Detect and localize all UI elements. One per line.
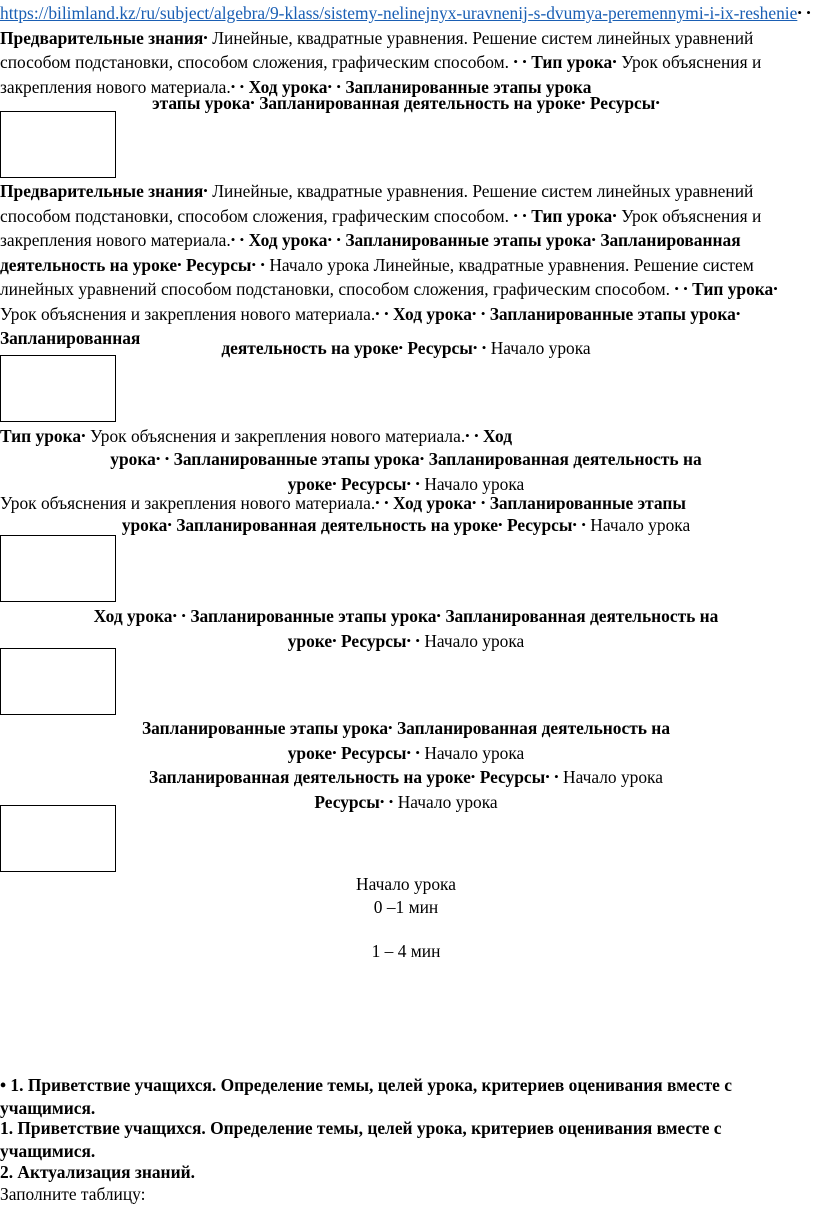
planned-activity-head: Запланированная деятельность на: [428, 449, 702, 469]
lesson-type-text: Урок объяснения и закрепления нового материала.: [0, 303, 376, 324]
image-placeholder: [0, 535, 116, 602]
planned-activity-tail: уроке: [287, 742, 333, 763]
bullet: •: [384, 305, 389, 321]
course-tail: урока: [110, 449, 156, 469]
bullet: •: [384, 495, 389, 510]
bullet: •: [797, 5, 802, 20]
bullet: •: [572, 517, 577, 532]
source-link[interactable]: https://bilimland.kz/ru/subject/algebra/9-klass/sistemy-nelinejnyx-uravnenij-s-dvumya-peremennymi-i-ix-reshenie: [0, 3, 798, 23]
bullet: •: [522, 207, 527, 223]
resources-label: Ресурсы: [341, 473, 407, 494]
lesson-type-text: Урок объяснения и закрепления нового материала.: [90, 426, 466, 446]
planned-stages-label: Запланированные этапы урока: [190, 606, 437, 626]
block-2: [0, 180, 800, 350]
time-2: [0, 940, 812, 963]
bullet: •: [471, 495, 477, 510]
planned-stages-label: Запланированные этапы урока: [345, 230, 592, 250]
bullet: •: [474, 428, 479, 443]
time-range-1: 0 –1 мин: [373, 897, 439, 917]
bullet: •: [327, 78, 333, 94]
bullet: •: [498, 517, 503, 532]
bullet: •: [545, 769, 550, 784]
lesson-start: Начало урока: [397, 791, 498, 812]
block-2-center: [0, 337, 812, 362]
bullet: •: [250, 95, 255, 110]
planned-stages-label: Запланированные этапы урока: [345, 76, 592, 97]
image-placeholder: [0, 111, 116, 178]
bullet: •: [327, 232, 333, 247]
stages-tail: этапы урока: [152, 93, 251, 113]
resources-label: Ресурсы: [341, 742, 407, 763]
time-1: [0, 896, 812, 919]
block-5: [0, 605, 812, 654]
bullet: •: [388, 793, 394, 809]
bullet: •: [239, 232, 245, 247]
block-3-center: [0, 448, 812, 497]
resources-label: Ресурсы: [506, 515, 573, 535]
planned-stages-label: Запланированные этапы урока: [489, 303, 736, 324]
planned-activity-head: Запланированная: [0, 328, 141, 348]
prelim-text: Линейные, квадратные уравнения. Решение систем линейных уравнений способом подстановки, способом сложения, графическим способом.: [0, 254, 754, 299]
bullet: •: [465, 428, 470, 443]
block-1: [0, 2, 812, 100]
block-4-center: [0, 514, 812, 539]
bullet: •: [480, 305, 486, 321]
bullet: •: [260, 256, 265, 272]
lesson-type-label: Тип урока: [0, 426, 82, 446]
bullet: •: [332, 475, 337, 491]
image-placeholder: [0, 355, 116, 422]
lesson-type-label: Тип урока: [692, 279, 774, 299]
bullet: •: [81, 428, 86, 443]
item-greet: [0, 1117, 812, 1162]
lesson-type-text: Урок объяснения и закрепления нового материала.: [0, 493, 376, 513]
bullet: •: [436, 608, 441, 623]
lesson-start: Начало урока: [424, 742, 525, 763]
bullet: •: [806, 5, 811, 20]
bullet: •: [415, 744, 420, 760]
planned-activity-label: Запланированная деятельность на уроке: [259, 93, 581, 113]
bullet: •: [481, 340, 487, 355]
lesson-start: Начало урока: [590, 515, 691, 535]
bullet: •: [164, 451, 170, 466]
bullet: •: [375, 495, 380, 510]
bullet: •: [332, 744, 337, 760]
planned-activity-label: Запланированная деятельность на уроке: [176, 515, 499, 535]
bullet: •: [406, 632, 412, 648]
bullet: •: [398, 340, 404, 355]
image-placeholder: [0, 805, 116, 872]
course-head: Ход: [483, 426, 513, 446]
lesson-start: Начало урока: [356, 874, 456, 894]
item-greet-bullet: [0, 1074, 812, 1119]
bullet: •: [406, 744, 412, 760]
bullet: •: [415, 475, 420, 491]
block-6: [0, 717, 812, 815]
bullet: •: [674, 281, 679, 296]
planned-activity-label: Запланированная деятельность на уроке: [0, 230, 741, 275]
course-label: Ход урока: [248, 230, 328, 250]
actualize-text: 2. Актуализация знаний.: [0, 1162, 195, 1182]
planned-activity-head: Запланированная деятельность на: [445, 606, 719, 626]
bullet: •: [332, 632, 337, 648]
resources-label: Ресурсы: [186, 254, 252, 275]
bullet: •: [172, 608, 178, 623]
lesson-type-label: Тип урока: [531, 205, 613, 226]
lesson-start-heading: [0, 873, 812, 896]
resources-label: Ресурсы: [341, 630, 407, 651]
block-1-center: [0, 92, 812, 117]
prelim-text: Линейные, квадратные уравнения. Решение систем линейных уравнений способом подстановки, способом сложения, графическим способом.: [0, 27, 754, 72]
planned-stages-head: Запланированные этапы: [489, 493, 686, 513]
lesson-type-text: Урок объяснения и закрепления нового материала.: [0, 205, 762, 250]
time-range-2: 1 – 4 мин: [371, 941, 441, 961]
planned-activity-tail: уроке: [287, 473, 333, 494]
bullet: •: [336, 78, 341, 94]
prelim-label: Предварительные знания: [0, 181, 204, 201]
planned-activity-head: Запланированная деятельность на: [396, 718, 671, 738]
bullet: •: [683, 281, 688, 296]
bullet: •: [388, 720, 393, 735]
bullet: •: [379, 793, 385, 809]
bullet: •: [375, 305, 380, 321]
bullet: •: [480, 495, 486, 510]
course-label: Ход урока: [248, 76, 328, 97]
bullet: •: [181, 608, 186, 623]
planned-stages-label: Запланированные этапы урока: [173, 449, 420, 469]
bullet: •: [203, 29, 208, 45]
item-actualize: [0, 1161, 812, 1184]
lesson-type-text: Урок объяснения и закрепления нового материала.: [0, 52, 762, 97]
bullet: •: [415, 632, 420, 648]
bullet: •: [655, 95, 660, 110]
block-4: [0, 492, 812, 517]
planned-activity-label: Запланированная деятельность на уроке: [149, 767, 471, 787]
bullet: •: [513, 54, 518, 69]
bullet: •: [735, 305, 741, 321]
resources-label: Ресурсы: [479, 767, 546, 787]
fill-table-text: Заполните таблицу:: [0, 1184, 146, 1204]
resources-label: Ресурсы: [589, 93, 656, 113]
lesson-type-label: Тип урока: [531, 52, 613, 72]
bullet: •: [336, 232, 341, 247]
bullet: •: [230, 78, 236, 94]
bullet: •: [522, 54, 527, 69]
block-3: [0, 425, 812, 450]
bullet: •: [167, 517, 172, 532]
bullet: •: [203, 183, 208, 198]
bullet: •: [406, 475, 412, 491]
bullet: •: [612, 207, 617, 223]
bullet: •: [513, 207, 518, 223]
lesson-start: Начало урока: [563, 767, 663, 787]
resources-label: Ресурсы: [314, 791, 380, 812]
bullet: •: [230, 232, 236, 247]
image-placeholder: [0, 648, 116, 715]
resources-label: Ресурсы: [407, 338, 473, 358]
bullet: •: [470, 769, 476, 784]
bullet: •: [554, 769, 559, 784]
bullet: •: [773, 281, 778, 296]
greet-bullet-text: • 1. Приветствие учащихся. Определение темы, целей урока, критериев оценивания вместе с учащимися.: [0, 1075, 732, 1118]
planned-activity-tail: уроке: [287, 630, 333, 651]
planned-stages-label: Запланированные этапы урока: [141, 718, 389, 738]
lesson-start: Начало урока: [424, 473, 525, 494]
lesson-start: Начало урока: [269, 254, 370, 275]
course-label: Ход урока: [393, 303, 472, 324]
bullet: •: [155, 451, 161, 466]
bullet: •: [612, 54, 617, 69]
lesson-start: Начало урока: [490, 338, 591, 358]
prelim-label: Предварительные знания: [0, 27, 204, 48]
bullet: •: [580, 95, 586, 110]
bullet: •: [581, 517, 586, 532]
bullet: •: [419, 451, 425, 466]
prelim-text: Линейные, квадратные уравнения. Решение систем линейных уравнений способом подстановки, способом сложения, графическим способом.: [0, 181, 754, 226]
greet-text: 1. Приветствие учащихся. Определение темы, целей урока, критериев оценивания вместе с учащимися.: [0, 1118, 722, 1161]
course-label: Ход урока: [393, 493, 472, 513]
planned-stages-tail: урока: [121, 515, 168, 535]
bullet: •: [251, 256, 257, 272]
lesson-start: Начало урока: [424, 630, 525, 651]
bullet: •: [472, 340, 478, 355]
bullet: •: [177, 256, 182, 272]
bullet: •: [239, 78, 245, 94]
course-label: Ход урока: [93, 606, 173, 626]
planned-activity-tail: деятельность на уроке: [221, 338, 399, 358]
item-fill-table: [0, 1183, 812, 1206]
bullet: •: [471, 305, 477, 321]
bullet: •: [591, 232, 596, 247]
